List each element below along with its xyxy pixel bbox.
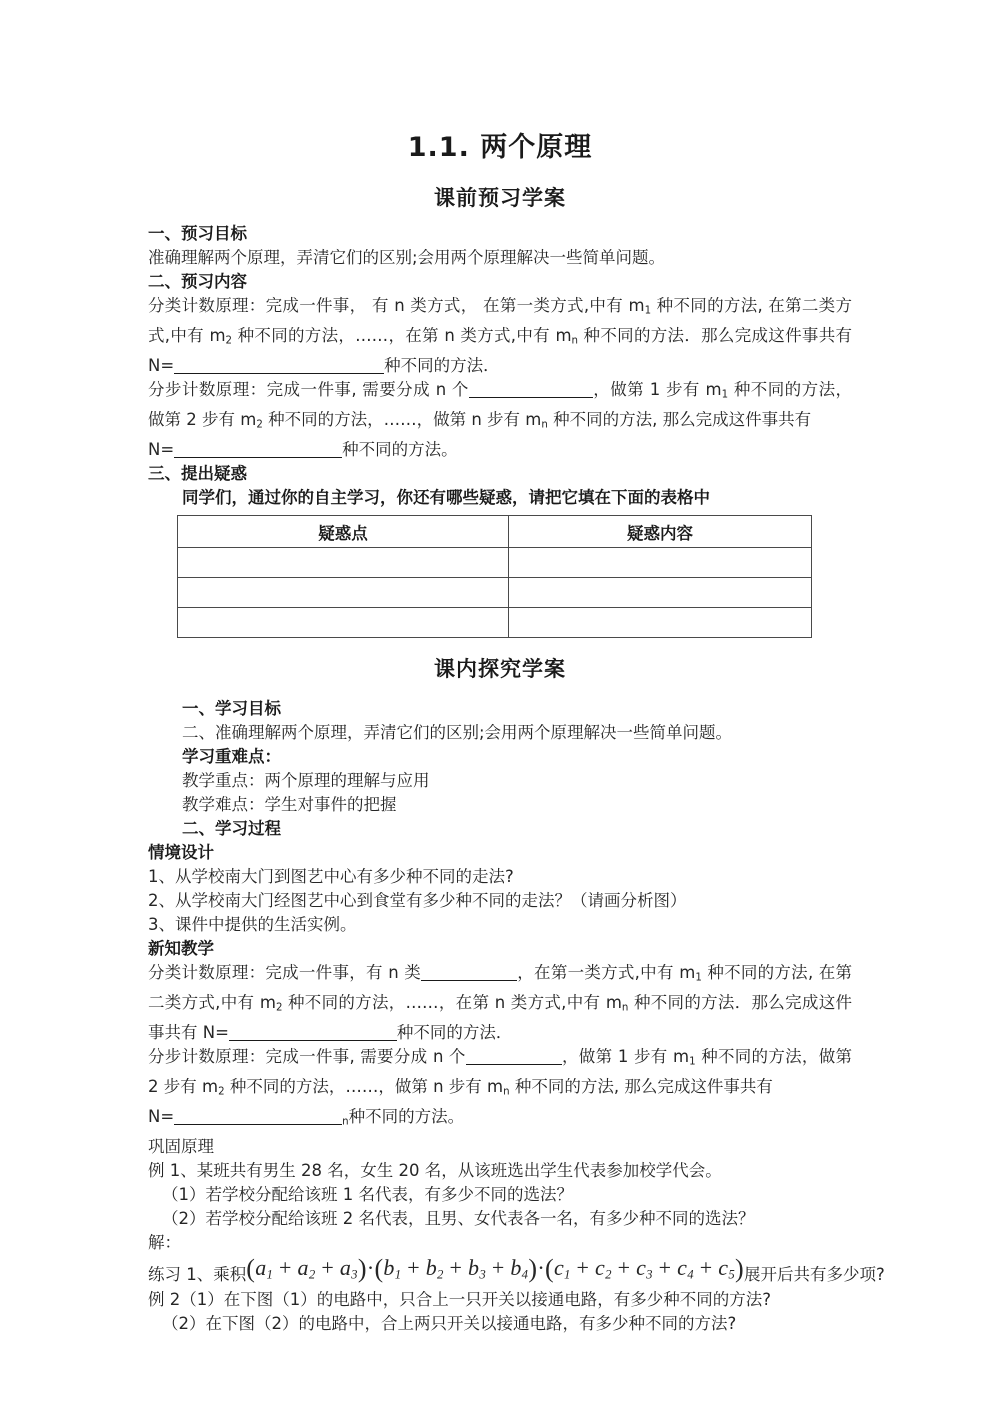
subscript-2: 2 <box>218 1086 225 1098</box>
text-fragment: ，做第 1 步有 m <box>592 380 722 400</box>
fill-in-blank[interactable] <box>469 382 593 398</box>
text-fragment: 种不同的方法, 那么完成这件事共有 <box>547 409 812 429</box>
preview-goal-heading: 一、预习目标 <box>148 224 247 244</box>
subscript-1: 1 <box>721 389 729 401</box>
term: $b_3$ <box>468 1254 487 1282</box>
fill-in-blank[interactable] <box>174 442 342 458</box>
example1: 例 1、某班共有男生 28 名，女生 20 名，从该班选出学生代表参加校学代会。 <box>148 1160 722 1180</box>
page-title: 1.1. 两个原理 <box>407 132 593 163</box>
table-cell[interactable] <box>509 578 812 608</box>
term: $a_1$ <box>255 1254 274 1282</box>
scenario-item-1: 1、从学校南大门到图艺中心有多少种不同的走法? <box>148 867 514 887</box>
text-fragment: 种不同的方法，……，做第 n 步有 m <box>262 409 542 429</box>
text-fragment: N= <box>148 1106 175 1126</box>
text-fragment: 种不同的方法，做第 2 步有 m <box>148 380 853 429</box>
preview-step-principle <box>148 378 852 462</box>
text-fragment: 种不同的方法，做第 2 步有 m <box>148 1047 853 1097</box>
subscript-n-trailing: n <box>342 1116 349 1128</box>
subscript-n: n <box>503 1086 510 1098</box>
text-fragment: 分步计数原理：完成一件事, 需要分成 n 个 <box>148 380 469 400</box>
table-cell[interactable] <box>178 578 509 608</box>
text-fragment: 种不同的方法．那么完成这件事共有 N= <box>148 325 852 375</box>
text-fragment: 展开后共有多少项? <box>743 1264 885 1284</box>
text-fragment: 种不同的方法． <box>384 355 500 375</box>
document-content <box>148 0 885 1336</box>
term: $a_2$ <box>297 1254 316 1282</box>
subscript-1: 1 <box>644 305 652 317</box>
term: $c_4$ <box>677 1254 694 1282</box>
text-fragment: 种不同的方法．那么完成这件事共有 N= <box>148 993 852 1042</box>
table-header-cell: 疑惑内容 <box>509 516 812 548</box>
example2-question-1: 例 2（1）在下图（1）的电路中，只合上一只开关以接通电路，有多少种不同的方法? <box>148 1289 771 1309</box>
term: $c_1$ <box>553 1254 571 1282</box>
table-header-cell: 疑惑点 <box>178 516 509 548</box>
inclass-goal-line2: 二、准确理解两个原理，弄清它们的区别;会用两个原理解决一些简单问题。 <box>182 723 733 743</box>
preview-goal-text: 准确理解两个原理，弄清它们的区别;会用两个原理解决一些简单问题。 <box>148 248 666 268</box>
inclass-classify-principle <box>148 961 852 1045</box>
term: $b_1$ <box>383 1254 402 1282</box>
subscript-2: 2 <box>256 419 263 431</box>
text-fragment: 分步计数原理：完成一件事, 需要分成 n 个 <box>148 1047 466 1067</box>
consolidate-heading: 巩固原理 <box>148 1136 214 1156</box>
text-fragment: 练习 1、乘积 <box>148 1264 247 1284</box>
example2-question-2: （2）在下图（2）的电路中，合上两只开关以接通电路，有多少种不同的方法? <box>162 1313 737 1333</box>
table-cell[interactable] <box>509 608 812 638</box>
preview-content-heading: 二、预习内容 <box>148 272 247 292</box>
table-row[interactable] <box>178 578 812 608</box>
preview-doubt-heading: 三、提出疑惑 <box>148 464 247 484</box>
preview-section-title: 课前预习学案 <box>434 185 566 210</box>
text-fragment: 种不同的方法, 在第二类方式,中有 m <box>148 963 852 1013</box>
scenario-heading: 情境设计 <box>148 843 214 863</box>
exercise1 <box>148 1253 885 1288</box>
term: $a_3$ <box>339 1254 358 1282</box>
text-fragment: 种不同的方法． <box>396 1022 513 1042</box>
text-fragment: 种不同的方法，……，在第 n 类方式,中有 m <box>282 993 622 1013</box>
scenario-item-3: 3、课件中提供的生活实例。 <box>148 915 357 935</box>
subscript-2: 2 <box>275 1002 283 1014</box>
inclass-section-title: 课内探究学案 <box>434 657 566 682</box>
inclass-step-principle <box>148 1045 852 1134</box>
newknowledge-heading: 新知教学 <box>148 939 214 959</box>
inclass-goal-heading: 一、学习目标 <box>182 699 281 719</box>
fill-in-blank[interactable] <box>466 1049 562 1065</box>
doubt-table-wrap <box>148 510 852 638</box>
scenario-item-2: 2、从学校南大门经图艺中心到食堂有多少种不同的走法？（请画分析图） <box>148 891 687 911</box>
table-header-row <box>178 516 812 548</box>
text-fragment: ，在第一类方式,中有 m <box>517 963 696 983</box>
example1-question-2: （2）若学校分配给该班 2 名代表，且男、女代表各一名，有多少种不同的选法？ <box>162 1208 755 1228</box>
fill-in-blank[interactable] <box>174 1109 342 1125</box>
fill-in-blank[interactable] <box>174 358 384 374</box>
table-cell[interactable] <box>178 608 509 638</box>
text-fragment: 种不同的方法, 在第二类方式,中有 m <box>148 296 852 345</box>
text-fragment: 种不同的方法, 那么完成这件事共有 <box>509 1077 773 1097</box>
text-fragment: 种不同的方法。 <box>342 439 458 459</box>
text-fragment: 分类计数原理：完成一件事， 有 n 类方式， 在第一类方式,中有 m <box>148 296 645 316</box>
text-fragment: ，做第 1 步有 m <box>561 1047 690 1067</box>
table-cell[interactable] <box>178 548 509 578</box>
table-row[interactable] <box>178 548 812 578</box>
text-fragment: 种不同的方法。 <box>348 1106 465 1126</box>
fill-in-blank[interactable] <box>421 965 517 981</box>
text-fragment: N= <box>148 439 175 459</box>
inclass-keypoint-focus: 教学重点：两个原理的理解与应用 <box>182 771 430 791</box>
inclass-keypoint-difficulty: 教学难点：学生对事件的把握 <box>182 795 397 815</box>
term: $c_5$ <box>718 1254 736 1282</box>
text-fragment: 分类计数原理：完成一件事，有 n 类 <box>148 963 422 983</box>
preview-doubt-instruction: 同学们，通过你的自主学习，你还有哪些疑惑，请把它填在下面的表格中 <box>182 488 710 508</box>
term: $c_2$ <box>595 1254 612 1282</box>
subscript-2: 2 <box>225 335 233 347</box>
subscript-n: n <box>571 335 579 347</box>
example1-question-1: （1）若学校分配给该班 1 名代表，有多少不同的选法？ <box>162 1184 573 1204</box>
subscript-1: 1 <box>689 1056 696 1068</box>
term: $b_2$ <box>425 1254 444 1282</box>
subscript-1: 1 <box>695 972 702 984</box>
text-fragment: 种不同的方法，……，做第 n 步有 m <box>224 1077 504 1097</box>
solution-label: 解： <box>148 1232 181 1252</box>
text-fragment: 种不同的方法，……，在第 n 类方式,中有 m <box>232 325 572 345</box>
term: $b_4$ <box>510 1254 529 1282</box>
inclass-keypoint-heading: 学习重难点： <box>182 747 281 767</box>
doubt-table <box>177 515 812 638</box>
preview-classify-principle <box>148 294 852 378</box>
fill-in-blank[interactable] <box>229 1025 397 1041</box>
table-row[interactable] <box>178 608 812 638</box>
inclass-process-heading: 二、学习过程 <box>182 819 281 839</box>
term: $c_3$ <box>636 1254 653 1282</box>
math-formula: $(a_1 + a_2 + a_3)\cdot(b_1 + b_2 + b_3 + b_4)\cdot(c_1 + c_2 + c_3 + c_4 + c_5)$ <box>246 1253 744 1283</box>
subscript-n: n <box>621 1002 629 1014</box>
table-cell[interactable] <box>509 548 812 578</box>
subscript-n: n <box>541 419 548 431</box>
